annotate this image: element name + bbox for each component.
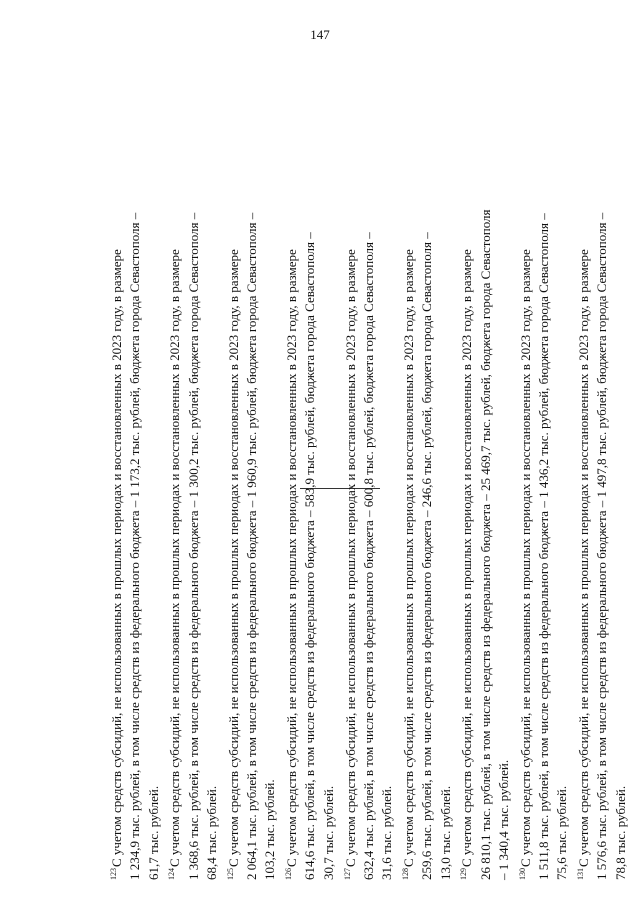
footnote (280, 60, 338, 880)
page-number: 147 (310, 27, 330, 42)
footnote-number: 123 (109, 868, 118, 880)
footnote-line: 13,0 тыс. рублей. (437, 785, 453, 880)
footnote-number: 129 (459, 868, 469, 880)
footnote-line: 78,8 тыс. рублей. (612, 785, 628, 880)
footnote-line: С учетом средств субсидий, не использованных в прошлых периодах и восстановленных в 2023 году, в размере (459, 249, 475, 867)
footnote (397, 60, 455, 880)
footnote-line: С учетом средств субсидий, не использованных в прошлых периодах и восстановленных в 2023 году, в размере (167, 249, 183, 867)
footnote (514, 60, 572, 880)
footnote-line: 1 368,6 тыс. рублей, в том числе средств из федерального бюджета – 1 300,2 тыс. рублей, бюджета города Севастополя – (185, 212, 201, 880)
footnote-line: 31,6 тыс. рублей. (379, 785, 395, 880)
footnote-number: 126 (284, 868, 294, 880)
footnote-line: С учетом средств субсидий, не использованных в прошлых периодах и восстановленных в 2023 году, в размере (517, 249, 533, 867)
footnote-line: С учетом средств субсидий, не использованных в прошлых периодах и восстановленных в 2023 году, в размере (342, 249, 358, 867)
footnote-line: С учетом средств субсидий, не использованных в прошлых периодах и восстановленных в 2023 году, в размере (109, 249, 124, 867)
footnote-line: 1 511,8 тыс. рублей, в том числе средств из федерального бюджета – 1 436,2 тыс. рублей, бюджета города Севастополя – (536, 213, 552, 880)
footnote-line: С учетом средств субсидий, не использованных в прошлых периодах и восстановленных в 2023 году, в размере (576, 249, 592, 867)
footnote-line: – 1 340,4 тыс. рублей. (495, 759, 511, 880)
footnote-number: 130 (517, 868, 527, 880)
footnotes-block (105, 60, 628, 880)
footnote (163, 60, 221, 880)
footnote (572, 60, 630, 880)
footnote-number: 124 (167, 868, 177, 880)
footnote (222, 60, 280, 880)
footnote-number: 127 (342, 868, 352, 880)
footnote-line: 1 576,6 тыс. рублей, в том числе средств из федерального бюджета – 1 497,8 тыс. рублей, бюджета города Севастополя – (594, 212, 610, 880)
footnote (455, 60, 513, 880)
footnote-line: 2 064,1 тыс. рублей, в том числе средств из федерального бюджета – 1 960,9 тыс. рублей, бюджета города Севастополя – (244, 212, 260, 880)
footnote-line: 61,7 тыс. рублей. (145, 785, 161, 880)
footnote-line: 103,2 тыс. рублей. (262, 779, 278, 880)
footnote (105, 60, 163, 880)
footnote-line: С учетом средств субсидий, не использованных в прошлых периодах и восстановленных в 2023 году, в размере (400, 249, 416, 867)
footnote-number: 131 (576, 868, 586, 880)
footnote-line: 259,6 тыс. рублей, в том числе средств из федерального бюджета – 246,6 тыс. рублей, бюджета города Севастополя – (419, 232, 435, 880)
footnote-line: 614,6 тыс. рублей, в том числе средств из федерального бюджета – 583,9 тыс. рублей, бюджета города Севастополя – (302, 232, 318, 880)
footnote-line: 75,6 тыс. рублей. (554, 785, 570, 880)
footnote-line: 1 234,9 тыс. рублей, в том числе средств из федерального бюджета – 1 173,2 тыс. рублей, бюджета города Севастополя – (127, 212, 143, 880)
footnote-line: 26 810,1 тыс. рублей, в том числе средств из федерального бюджета – 25 469,7 тыс. рублей, бюджета города Севастополя (477, 209, 493, 880)
footnote-line: С учетом средств субсидий, не использованных в прошлых периодах и восстановленных в 2023 году, в размере (284, 249, 300, 867)
footnote-line: 30,7 тыс. рублей. (320, 785, 336, 880)
footnote-line: 632,4 тыс. рублей, в том числе средств из федерального бюджета – 600,8 тыс. рублей, бюджета города Севастополя – (360, 232, 376, 880)
footnote-number: 128 (400, 868, 410, 880)
footnote-number: 125 (225, 868, 235, 880)
footnote-line: 68,4 тыс. рублей. (203, 785, 219, 880)
footnote (339, 60, 397, 880)
footnote-line: С учетом средств субсидий, не использованных в прошлых периодах и восстановленных в 2023 году, в размере (225, 249, 241, 867)
